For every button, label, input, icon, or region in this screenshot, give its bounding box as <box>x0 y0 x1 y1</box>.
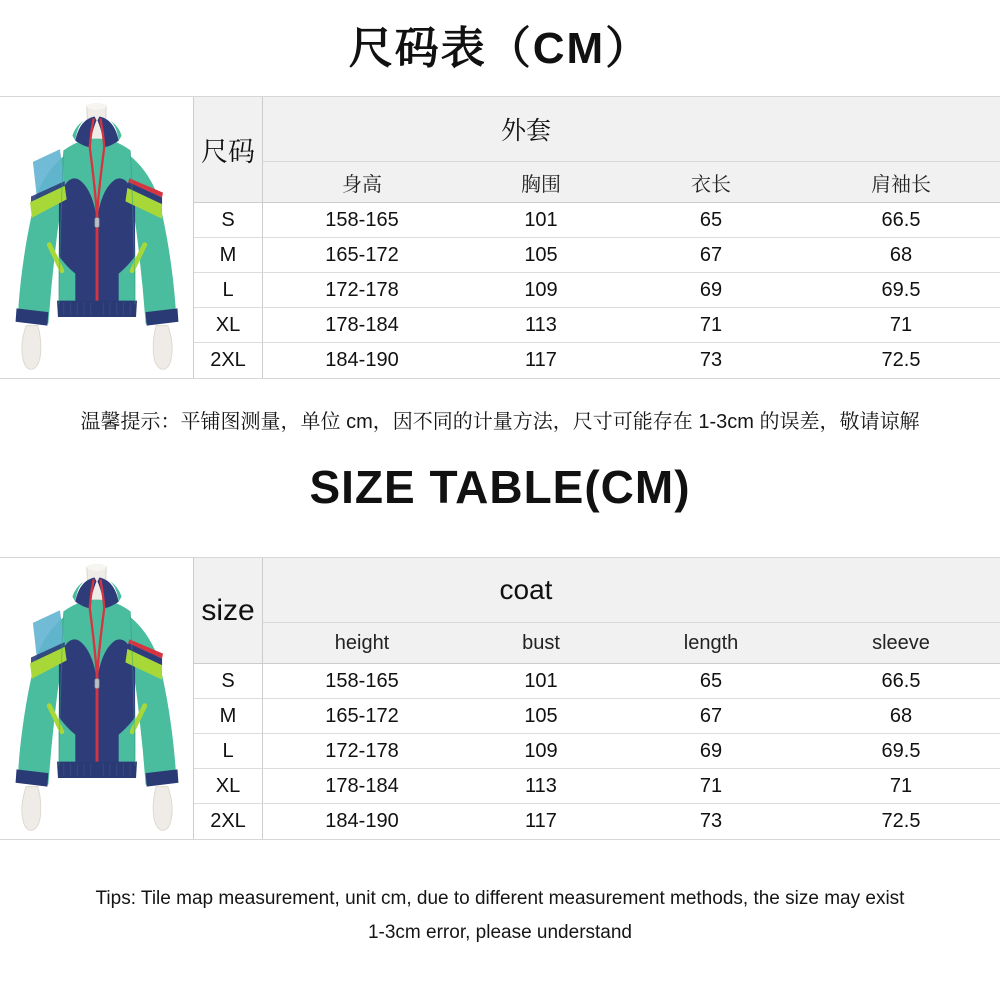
corner-header: size <box>194 558 263 664</box>
page-title-cn: 尺码表（CM） <box>348 24 652 73</box>
column-header: bust <box>461 623 621 664</box>
size-row-label: XL <box>194 308 263 343</box>
size-value-cell: 69 <box>621 734 801 769</box>
column-header: 肩袖长 <box>801 162 1000 203</box>
size-value-cell: 172-178 <box>263 273 461 308</box>
size-value-cell: 158-165 <box>263 664 461 699</box>
size-value-cell: 72.5 <box>801 804 1000 839</box>
size-value-cell: 105 <box>461 238 621 273</box>
column-header: sleeve <box>801 623 1000 664</box>
size-row-label: L <box>194 734 263 769</box>
jacket-image <box>4 99 190 375</box>
size-value-cell: 66.5 <box>801 664 1000 699</box>
column-header: length <box>621 623 801 664</box>
corner-header: 尺码 <box>194 97 263 203</box>
size-value-cell: 117 <box>461 343 621 378</box>
size-row-label: 2XL <box>194 804 263 839</box>
divider-line <box>0 839 1000 840</box>
size-value-cell: 68 <box>801 699 1000 734</box>
size-value-cell: 184-190 <box>263 343 461 378</box>
size-value-cell: 71 <box>621 769 801 804</box>
size-value-cell: 67 <box>621 699 801 734</box>
size-value-cell: 113 <box>461 769 621 804</box>
size-table-cn <box>0 96 1000 378</box>
size-grid-cn <box>193 97 1000 378</box>
column-header: 衣长 <box>621 162 801 203</box>
jacket-photo <box>0 97 193 377</box>
jacket-image <box>4 560 190 836</box>
tip-text-en-line2: 1-3cm error, please understand <box>367 922 633 943</box>
size-value-cell: 178-184 <box>263 769 461 804</box>
size-value-cell: 101 <box>461 664 621 699</box>
size-value-cell: 165-172 <box>263 699 461 734</box>
size-value-cell: 69.5 <box>801 734 1000 769</box>
size-value-cell: 65 <box>621 203 801 238</box>
column-header: height <box>263 623 461 664</box>
size-value-cell: 109 <box>461 734 621 769</box>
size-value-cell: 71 <box>621 308 801 343</box>
size-value-cell: 172-178 <box>263 734 461 769</box>
tip-text-en <box>0 882 1000 950</box>
size-value-cell: 69.5 <box>801 273 1000 308</box>
size-value-cell: 165-172 <box>263 238 461 273</box>
group-header: coat <box>263 558 1000 623</box>
size-value-cell: 73 <box>621 343 801 378</box>
size-value-cell: 71 <box>801 769 1000 804</box>
size-row-label: 2XL <box>194 343 263 378</box>
size-value-cell: 117 <box>461 804 621 839</box>
size-row-label: L <box>194 273 263 308</box>
jacket-photo <box>0 558 193 838</box>
size-row-label: M <box>194 699 263 734</box>
size-row-label: S <box>194 203 263 238</box>
size-row-label: XL <box>194 769 263 804</box>
size-value-cell: 109 <box>461 273 621 308</box>
size-value-cell: 73 <box>621 804 801 839</box>
page-title-en: SIZE TABLE(CM) <box>309 461 691 513</box>
tip-text-en-line1: Tips: Tile map measurement, unit cm, due to different measurement methods, the size may exist <box>95 888 905 909</box>
size-value-cell: 68 <box>801 238 1000 273</box>
size-row-label: S <box>194 664 263 699</box>
size-value-cell: 67 <box>621 238 801 273</box>
size-value-cell: 71 <box>801 308 1000 343</box>
divider-line <box>0 378 1000 379</box>
column-header: 身高 <box>263 162 461 203</box>
size-value-cell: 101 <box>461 203 621 238</box>
size-value-cell: 158-165 <box>263 203 461 238</box>
size-row-label: M <box>194 238 263 273</box>
size-value-cell: 72.5 <box>801 343 1000 378</box>
group-header: 外套 <box>263 97 1000 162</box>
size-value-cell: 105 <box>461 699 621 734</box>
size-value-cell: 113 <box>461 308 621 343</box>
size-value-cell: 66.5 <box>801 203 1000 238</box>
column-header: 胸围 <box>461 162 621 203</box>
size-value-cell: 178-184 <box>263 308 461 343</box>
size-value-cell: 65 <box>621 664 801 699</box>
tip-text-cn: 温馨提示：平铺图测量，单位 cm，因不同的计量方法，尺寸可能存在 1-3cm 的误差，敬请谅解 <box>80 411 920 433</box>
size-value-cell: 184-190 <box>263 804 461 839</box>
size-table-en <box>0 557 1000 839</box>
size-grid-en <box>193 558 1000 839</box>
size-value-cell: 69 <box>621 273 801 308</box>
